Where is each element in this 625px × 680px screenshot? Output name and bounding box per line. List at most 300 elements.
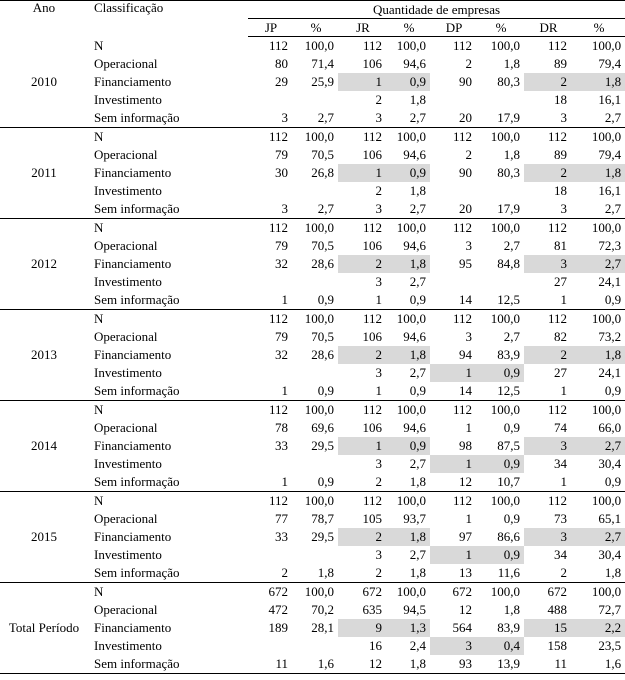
jp-count-cell: 189 xyxy=(268,620,288,635)
jr-pct-cell: 1,8 xyxy=(409,92,426,107)
jp-pct-cell: 0,9 xyxy=(294,473,338,492)
dr-count-cell: 89 xyxy=(554,56,567,71)
table-row xyxy=(0,510,625,528)
jr-count-cell: 3 xyxy=(375,547,382,562)
classification-label: N xyxy=(94,37,104,53)
dp-pct-cell xyxy=(478,91,524,109)
jr-count-cell: 672 xyxy=(362,584,382,599)
jr-pct-cell: 2,7 xyxy=(409,547,426,562)
jr-count-cell: 106 xyxy=(362,420,382,435)
jp-count-cell xyxy=(248,273,294,291)
jp-pct-cell: 70,5 xyxy=(311,329,334,344)
dr-pct-cell: 24,1 xyxy=(598,274,622,289)
jp-count-cell: 112 xyxy=(268,38,288,53)
dp-count-cell: 672 xyxy=(452,584,472,599)
header-row-1 xyxy=(0,1,625,19)
dp-pct-cell: 0,9 xyxy=(503,420,520,435)
jr-count-cell: 112 xyxy=(362,402,382,417)
dr-count-cell: 11 xyxy=(524,655,573,674)
dp-pct-cell xyxy=(478,273,524,291)
table-row xyxy=(0,128,625,147)
jp-pct-cell: 100,0 xyxy=(304,129,334,144)
dr-count-cell: 2 xyxy=(524,346,573,364)
dr-count-cell: 112 xyxy=(547,311,567,326)
dp-count-cell: 90 xyxy=(459,165,472,180)
year-cell: 2013 xyxy=(0,310,88,401)
table-row xyxy=(0,583,625,602)
jr-count-cell: 112 xyxy=(362,220,382,235)
jr-count-cell: 3 xyxy=(338,200,388,219)
dp-pct-cell: 83,9 xyxy=(497,347,520,362)
jr-count-cell: 3 xyxy=(375,274,382,289)
dp-pct-cell: 80,3 xyxy=(497,74,520,89)
dp-count-cell: 97 xyxy=(459,529,472,544)
dr-pct-cell: 1,8 xyxy=(573,164,625,182)
jp-pct-cell xyxy=(294,546,338,564)
dr-pct-cell: 0,9 xyxy=(573,473,625,492)
jp-pct-cell: 1,6 xyxy=(294,655,338,674)
jr-count-cell: 1 xyxy=(338,73,388,91)
jr-pct-cell: 94,5 xyxy=(403,602,426,617)
classification-label: Financiamento xyxy=(94,165,172,180)
jr-count-cell: 1 xyxy=(338,291,388,310)
classification-label: N xyxy=(94,584,104,599)
dr-pct-cell: 0,9 xyxy=(573,382,625,401)
jr-count-cell: 2 xyxy=(375,92,382,107)
jr-pct-cell: 0,9 xyxy=(388,382,430,401)
dp-pct-cell: 0,9 xyxy=(503,511,520,526)
dr-pct-cell: 24,1 xyxy=(598,365,622,380)
jr-count-cell: 2 xyxy=(338,564,388,583)
table-row xyxy=(0,382,625,401)
table-row xyxy=(0,310,625,329)
jr-pct-cell: 100,0 xyxy=(396,311,426,326)
jr-pct-cell: 100,0 xyxy=(396,402,426,417)
jp-pct-cell: 100,0 xyxy=(304,38,334,53)
table-row xyxy=(0,655,625,674)
classification-label: Financiamento xyxy=(94,74,172,89)
jp-pct-cell: 100,0 xyxy=(304,493,334,508)
classification-label: Investimento xyxy=(94,274,162,289)
table-row xyxy=(0,364,625,382)
dp-count-cell: 93 xyxy=(430,655,478,674)
dp-count-cell: 90 xyxy=(459,74,472,89)
header-dp: DP xyxy=(430,19,478,37)
jp-pct-cell: 71,4 xyxy=(311,56,334,71)
dp-pct-cell: 10,7 xyxy=(478,473,524,492)
dr-pct-cell: 23,5 xyxy=(598,638,622,653)
dp-pct-cell: 100,0 xyxy=(490,584,520,599)
jr-pct-cell: 2,7 xyxy=(388,200,430,219)
classification-label: Operacional xyxy=(94,238,158,253)
dp-pct-cell: 1,8 xyxy=(503,602,520,617)
dp-count-cell: 1 xyxy=(465,420,472,435)
dr-pct-cell: 79,4 xyxy=(598,147,622,162)
year-cell: 2012 xyxy=(0,219,88,310)
table-row xyxy=(0,437,625,455)
jr-pct-cell: 100,0 xyxy=(396,584,426,599)
jp-count-cell: 79 xyxy=(275,238,288,253)
classification-label: Investimento xyxy=(94,547,162,562)
dp-pct-cell: 12,5 xyxy=(478,291,524,310)
dr-pct-cell: 2,7 xyxy=(573,528,625,546)
classification-label: Investimento xyxy=(94,92,162,107)
dr-count-cell: 74 xyxy=(554,420,567,435)
jp-pct-cell xyxy=(294,364,338,382)
table-row xyxy=(0,164,625,182)
jr-count-cell: 112 xyxy=(362,38,382,53)
dp-pct-cell: 2,7 xyxy=(503,238,520,253)
classification-label: Financiamento xyxy=(94,438,172,453)
jr-count-cell: 112 xyxy=(362,493,382,508)
jp-pct-cell: 70,5 xyxy=(311,238,334,253)
jr-pct-cell: 100,0 xyxy=(396,493,426,508)
jp-pct-cell xyxy=(294,455,338,473)
table-row xyxy=(0,37,625,56)
table-row xyxy=(0,291,625,310)
jr-pct-cell: 1,8 xyxy=(388,255,430,273)
year-cell: 2015 xyxy=(0,492,88,583)
jp-count-cell: 32 xyxy=(275,256,288,271)
header-dr: DR xyxy=(524,19,573,37)
dp-pct-cell: 80,3 xyxy=(497,165,520,180)
dp-count-cell: 1 xyxy=(430,546,478,564)
dp-pct-cell: 17,9 xyxy=(478,200,524,219)
table-row xyxy=(0,492,625,511)
classification-label: Sem informação xyxy=(88,473,248,492)
jr-pct-cell: 2,7 xyxy=(388,109,430,128)
classification-label: Sem informação xyxy=(88,291,248,310)
dp-count-cell xyxy=(430,182,478,200)
jp-pct-cell xyxy=(294,637,338,655)
table-row xyxy=(0,146,625,164)
table-body xyxy=(0,37,625,674)
jr-pct-cell: 100,0 xyxy=(396,129,426,144)
jr-count-cell: 635 xyxy=(362,602,382,617)
dp-pct-cell: 100,0 xyxy=(490,493,520,508)
table-row xyxy=(0,182,625,200)
dr-pct-cell: 73,2 xyxy=(598,329,622,344)
jp-count-cell xyxy=(248,546,294,564)
dp-pct-cell: 100,0 xyxy=(490,311,520,326)
dp-count-cell: 112 xyxy=(452,311,472,326)
dr-pct-cell: 2,2 xyxy=(573,619,625,637)
dr-pct-cell: 100,0 xyxy=(591,493,622,508)
jp-pct-cell: 0,9 xyxy=(294,291,338,310)
jr-count-cell: 1 xyxy=(338,382,388,401)
dr-pct-cell: 1,8 xyxy=(573,564,625,583)
dp-pct-cell: 0,9 xyxy=(478,455,524,473)
jp-count-cell: 112 xyxy=(268,129,288,144)
dr-pct-cell: 2,7 xyxy=(573,437,625,455)
table-row xyxy=(0,328,625,346)
table-row xyxy=(0,273,625,291)
dr-count-cell: 488 xyxy=(547,602,567,617)
classification-label: N xyxy=(94,220,104,235)
jr-count-cell: 2 xyxy=(375,183,382,198)
jp-count-cell xyxy=(248,455,294,473)
jr-pct-cell: 1,8 xyxy=(388,564,430,583)
jp-pct-cell xyxy=(294,182,338,200)
jr-count-cell: 3 xyxy=(375,365,382,380)
dp-count-cell: 3 xyxy=(430,637,478,655)
jr-count-cell: 2 xyxy=(338,346,388,364)
dr-pct-cell: 100,0 xyxy=(591,38,622,53)
jp-count-cell: 1 xyxy=(248,291,294,310)
dr-pct-cell: 72,3 xyxy=(598,238,622,253)
jr-pct-cell: 1,8 xyxy=(388,528,430,546)
dp-count-cell: 112 xyxy=(452,220,472,235)
jr-pct-cell: 93,7 xyxy=(403,511,426,526)
jp-pct-cell: 2,7 xyxy=(294,109,338,128)
classification-label: Operacional xyxy=(94,420,158,435)
dp-pct-cell: 86,6 xyxy=(497,529,520,544)
jr-pct-cell: 1,8 xyxy=(388,655,430,674)
year-cell: 2014 xyxy=(0,401,88,492)
dr-count-cell: 3 xyxy=(524,528,573,546)
classification-label: Financiamento xyxy=(94,620,172,635)
jp-count-cell: 112 xyxy=(268,402,288,417)
dp-count-cell: 14 xyxy=(430,382,478,401)
jr-pct-cell: 2,7 xyxy=(409,456,426,471)
jp-pct-cell: 70,2 xyxy=(311,602,334,617)
jr-count-cell: 106 xyxy=(362,147,382,162)
jp-pct-cell: 29,5 xyxy=(311,529,334,544)
dp-pct-cell: 100,0 xyxy=(490,129,520,144)
table-row xyxy=(0,55,625,73)
dr-pct-cell: 66,0 xyxy=(598,420,622,435)
jr-count-cell: 2 xyxy=(338,528,388,546)
dr-count-cell: 73 xyxy=(554,511,567,526)
dp-count-cell xyxy=(430,273,478,291)
dr-count-cell: 2 xyxy=(524,564,573,583)
dr-count-cell: 15 xyxy=(524,619,573,637)
dp-count-cell xyxy=(430,91,478,109)
dr-count-cell: 27 xyxy=(554,365,567,380)
dp-pct-cell xyxy=(478,182,524,200)
dp-pct-cell: 13,9 xyxy=(478,655,524,674)
classification-label: Sem informação xyxy=(88,564,248,583)
table-row xyxy=(0,637,625,655)
dr-pct-cell: 100,0 xyxy=(591,220,622,235)
header-jp-pct: % xyxy=(294,19,338,37)
dp-pct-cell: 100,0 xyxy=(490,38,520,53)
dr-pct-cell: 2,7 xyxy=(573,109,625,128)
jp-pct-cell: 28,6 xyxy=(311,347,334,362)
dr-count-cell: 81 xyxy=(554,238,567,253)
jp-count-cell: 112 xyxy=(268,220,288,235)
jp-count-cell: 3 xyxy=(248,109,294,128)
dp-count-cell: 1 xyxy=(430,364,478,382)
jp-pct-cell: 100,0 xyxy=(304,584,334,599)
jp-count-cell: 1 xyxy=(248,382,294,401)
dr-pct-cell: 100,0 xyxy=(591,584,622,599)
jr-count-cell: 112 xyxy=(362,311,382,326)
dp-pct-cell: 0,9 xyxy=(478,546,524,564)
jr-count-cell: 1 xyxy=(338,164,388,182)
dp-pct-cell: 1,8 xyxy=(503,56,520,71)
jp-pct-cell: 1,8 xyxy=(294,564,338,583)
dr-pct-cell: 1,8 xyxy=(573,346,625,364)
dr-count-cell: 27 xyxy=(554,274,567,289)
table-row xyxy=(0,73,625,91)
dp-pct-cell: 0,4 xyxy=(478,637,524,655)
jp-pct-cell: 70,5 xyxy=(311,147,334,162)
dr-count-cell: 18 xyxy=(554,92,567,107)
header-jr-pct: % xyxy=(388,19,430,37)
dr-pct-cell: 1,8 xyxy=(573,73,625,91)
dr-pct-cell: 100,0 xyxy=(591,311,622,326)
jr-pct-cell: 1,3 xyxy=(388,619,430,637)
dr-count-cell: 89 xyxy=(554,147,567,162)
dp-count-cell: 12 xyxy=(459,602,472,617)
jp-pct-cell: 69,6 xyxy=(311,420,334,435)
jr-count-cell: 1 xyxy=(338,437,388,455)
classification-label: N xyxy=(94,311,104,326)
classification-label: Sem informação xyxy=(88,655,248,674)
dr-pct-cell: 2,7 xyxy=(573,255,625,273)
dp-count-cell: 112 xyxy=(452,38,472,53)
jp-pct-cell: 25,9 xyxy=(311,74,334,89)
jr-count-cell: 106 xyxy=(362,56,382,71)
classification-label: Operacional xyxy=(94,602,158,617)
dp-count-cell: 3 xyxy=(465,238,472,253)
table-row xyxy=(0,601,625,619)
jp-count-cell: 79 xyxy=(275,147,288,162)
dr-pct-cell: 30,4 xyxy=(598,456,622,471)
jp-count-cell: 672 xyxy=(268,584,288,599)
jp-count-cell xyxy=(248,182,294,200)
jp-pct-cell: 29,5 xyxy=(311,438,334,453)
jr-pct-cell: 94,6 xyxy=(403,238,426,253)
dp-count-cell: 95 xyxy=(459,256,472,271)
classification-label: Investimento xyxy=(94,638,162,653)
table-row xyxy=(0,619,625,637)
jr-count-cell: 2 xyxy=(338,473,388,492)
header-quantidade: Quantidade de empresas xyxy=(248,1,625,19)
dp-count-cell: 112 xyxy=(452,129,472,144)
jr-pct-cell: 1,8 xyxy=(409,183,426,198)
classification-label: Financiamento xyxy=(94,347,172,362)
header-jr: JR xyxy=(338,19,388,37)
year-cell: 2011 xyxy=(0,128,88,219)
jp-count-cell: 11 xyxy=(248,655,294,674)
jp-count-cell: 78 xyxy=(275,420,288,435)
dr-pct-cell: 30,4 xyxy=(598,547,622,562)
jr-pct-cell: 100,0 xyxy=(396,220,426,235)
classification-label: Sem informação xyxy=(88,382,248,401)
classification-label: Sem informação xyxy=(88,109,248,128)
jp-pct-cell: 78,7 xyxy=(311,511,334,526)
classification-label: N xyxy=(94,402,104,417)
dr-pct-cell: 79,4 xyxy=(598,56,622,71)
table-row xyxy=(0,219,625,238)
table-row xyxy=(0,91,625,109)
dr-count-cell: 2 xyxy=(524,164,573,182)
jr-pct-cell: 0,9 xyxy=(388,437,430,455)
jr-pct-cell: 94,6 xyxy=(403,329,426,344)
dr-count-cell: 3 xyxy=(524,109,573,128)
jp-count-cell: 77 xyxy=(275,511,288,526)
jr-pct-cell: 94,6 xyxy=(403,147,426,162)
dp-count-cell: 2 xyxy=(465,147,472,162)
header-dp-pct: % xyxy=(478,19,524,37)
jp-count-cell: 32 xyxy=(275,347,288,362)
dp-pct-cell: 100,0 xyxy=(490,402,520,417)
dr-pct-cell: 2,7 xyxy=(573,200,625,219)
jp-pct-cell xyxy=(294,273,338,291)
dp-count-cell: 2 xyxy=(465,56,472,71)
classification-label: N xyxy=(94,129,104,144)
jr-pct-cell: 2,4 xyxy=(409,638,426,653)
jp-count-cell xyxy=(248,364,294,382)
dp-pct-cell: 87,5 xyxy=(497,438,520,453)
jp-pct-cell: 2,7 xyxy=(294,200,338,219)
dr-count-cell: 1 xyxy=(524,473,573,492)
table-row xyxy=(0,419,625,437)
jp-pct-cell: 28,6 xyxy=(311,256,334,271)
jp-count-cell: 33 xyxy=(275,438,288,453)
dp-pct-cell: 100,0 xyxy=(490,220,520,235)
jp-count-cell: 3 xyxy=(248,200,294,219)
jp-pct-cell: 0,9 xyxy=(294,382,338,401)
jr-count-cell: 2 xyxy=(338,255,388,273)
jr-count-cell: 3 xyxy=(338,109,388,128)
dp-count-cell: 94 xyxy=(459,347,472,362)
table-row xyxy=(0,109,625,128)
jp-count-cell xyxy=(248,91,294,109)
jr-count-cell: 16 xyxy=(369,638,382,653)
jp-count-cell: 112 xyxy=(268,493,288,508)
jr-pct-cell: 1,8 xyxy=(388,346,430,364)
header-classificacao: Classificação xyxy=(88,1,248,37)
dp-count-cell: 3 xyxy=(465,329,472,344)
dp-pct-cell: 84,8 xyxy=(497,256,520,271)
dr-count-cell: 3 xyxy=(524,437,573,455)
jp-pct-cell: 100,0 xyxy=(304,220,334,235)
classification-label: Operacional xyxy=(94,511,158,526)
jr-count-cell: 12 xyxy=(338,655,388,674)
table-row xyxy=(0,455,625,473)
dp-pct-cell: 17,9 xyxy=(478,109,524,128)
classification-label: N xyxy=(94,493,104,508)
jr-pct-cell: 2,7 xyxy=(409,365,426,380)
jr-pct-cell: 94,6 xyxy=(403,420,426,435)
classification-label: Sem informação xyxy=(88,200,248,219)
jp-pct-cell: 100,0 xyxy=(304,311,334,326)
jp-pct-cell: 28,1 xyxy=(311,620,334,635)
dp-count-cell: 20 xyxy=(430,200,478,219)
classification-label: Investimento xyxy=(94,183,162,198)
dr-count-cell: 3 xyxy=(524,255,573,273)
header-dr-pct: % xyxy=(573,19,625,37)
table-row xyxy=(0,401,625,420)
dr-pct-cell: 65,1 xyxy=(598,511,622,526)
dp-count-cell: 112 xyxy=(452,493,472,508)
jp-count-cell: 1 xyxy=(248,473,294,492)
dp-count-cell: 1 xyxy=(465,511,472,526)
table-row xyxy=(0,473,625,492)
table-row xyxy=(0,546,625,564)
table-row xyxy=(0,346,625,364)
jr-pct-cell: 0,9 xyxy=(388,291,430,310)
header-jp: JP xyxy=(248,19,294,37)
table-row xyxy=(0,564,625,583)
header-ano: Ano xyxy=(0,1,88,37)
dp-count-cell: 112 xyxy=(452,402,472,417)
dp-count-cell: 20 xyxy=(430,109,478,128)
dr-count-cell: 2 xyxy=(524,73,573,91)
